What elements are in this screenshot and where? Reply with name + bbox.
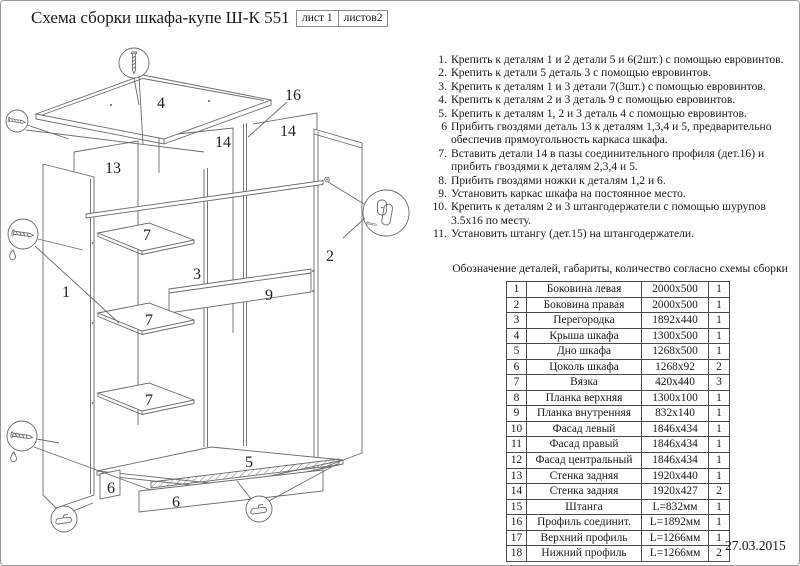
part-label-7: 7 [143, 227, 151, 244]
euro-screw-callout [8, 219, 38, 260]
parts-table-row: 18 Нижний профиль L=1266мм 2 [507, 546, 730, 562]
part-label-7: 7 [145, 392, 153, 409]
instruction-item: 10. Крепить к деталям 2 и 3 штангодержатели с помощью шурупов 3.5x16 по месту. [432, 200, 766, 227]
parts-table-row: 16 Профиль соединит. L=1892мм 1 [507, 515, 730, 531]
foot-callout [246, 496, 272, 522]
part-label-9: 9 [265, 287, 273, 304]
part-label-14: 14 [215, 134, 231, 151]
instruction-item: 9. Установить каркас шкафа на постоянное место. [438, 187, 686, 201]
sheets-total: листов2 [339, 10, 389, 27]
parts-table-row: 14 Стенка задняя 1920x427 2 [507, 484, 730, 500]
part-label-16: 16 [285, 87, 301, 104]
euro-screw-callout [119, 48, 149, 78]
instruction-item: 1. Крепить к деталям 1 и 2 детали 5 и 6(2шт.) с помощью евровинтов. [438, 53, 784, 66]
instruction-item: 2. Крепить к детали 5 деталь 3 с помощью евровинтов. [438, 66, 712, 80]
parts-table-row: 8 Планка верхняя 1300x100 1 [507, 390, 730, 406]
part-label-6: 6 [172, 494, 180, 511]
instruction-item: 3. Крепить к деталям 1 и 3 детали 7(3шт.) с помощью евровинтов. [438, 79, 766, 93]
foot-callout [51, 506, 77, 532]
instruction-item: 11. Установить штангу (дет.15) на штангодержатели. [432, 227, 694, 241]
parts-table-row: 11 Фасад правый 1846x434 1 [507, 437, 730, 453]
parts-table-row: 12 Фасад центральный 1846x434 1 [507, 453, 730, 469]
part-15-rod [86, 181, 323, 219]
instructions-list [427, 53, 799, 241]
nail-icon [11, 452, 17, 462]
part-label-4: 4 [157, 95, 165, 112]
parts-table-row: 3 Перегородка 1892x440 1 [507, 313, 730, 329]
part-label-13: 13 [105, 160, 121, 177]
parts-table-row: 4 Крыша шкафа 1300x500 1 [507, 328, 730, 344]
parts-table-row: 15 Штанга L=832мм 1 [507, 499, 730, 515]
part-label-5: 5 [245, 454, 253, 471]
parts-table-row: 10 Фасад левый 1846x434 1 [507, 421, 730, 437]
assembly-diagram [1, 1, 441, 566]
part-label-2: 2 [326, 248, 334, 265]
instruction-item: 4. Крепить к деталям 2 и 3 деталь 9 с помощью евровинтов. [438, 93, 736, 107]
parts-table-row: 13 Стенка задняя 1920x440 1 [507, 468, 730, 484]
parts-table-row: 1 Боковина левая 2000x500 1 [507, 282, 730, 298]
parts-table-row: 7 Вязка 420x440 3 [507, 375, 730, 391]
part-label-1: 1 [62, 284, 70, 301]
instruction-item: 6 Прибить гвоздями деталь 13 к деталям 1,3,4 и 5, предварительно обеспечив прямоугольность каркаса шкафа. [441, 120, 772, 147]
parts-table-row: 2 Боковина правая 2000x500 1 [507, 297, 730, 313]
sheet-number: лист 1 [296, 10, 339, 27]
part-label-3: 3 [193, 266, 201, 283]
parts-table-row: 6 Цоколь шкафа 1268x92 2 [507, 359, 730, 375]
part-label-6: 6 [107, 480, 115, 497]
part-label-7: 7 [145, 312, 153, 329]
part-4-top-panel [36, 75, 271, 144]
instruction-item: 5. Крепить к деталям 1, 2 и 3 деталь 4 с помощью евровинтов. [438, 106, 747, 120]
parts-table-row: 5 Дно шкафа 1268x500 1 [507, 344, 730, 360]
euro-screw-callout [7, 421, 37, 462]
part-label-14: 14 [280, 123, 296, 140]
parts-table [506, 281, 730, 562]
rod-holder-callout [363, 190, 409, 236]
euro-screw-callout [6, 110, 28, 132]
parts-table-row: 9 Планка внутренняя 832x140 1 [507, 406, 730, 422]
page-title: Схема сборки шкафа-купе Ш-К 551 [31, 8, 290, 27]
nail-icon [10, 250, 16, 260]
date: 27.03.2015 [725, 538, 786, 553]
parts-table-row: 17 Верхний профиль L=1266мм 1 [507, 530, 730, 546]
part-9-inner-plank [169, 269, 314, 313]
parts-table-caption: Обозначение деталей, габариты, количество согласно схемы сборки [452, 262, 788, 275]
instruction-item: 7. Вставить детали 14 в пазы соединительного профиля (дет.16) и прибить гвоздями к деталям 2,3,4 и 5. [438, 146, 765, 174]
instruction-item: 8. Прибить гвоздями ножки к деталям 1,2 и 6. [438, 173, 666, 187]
